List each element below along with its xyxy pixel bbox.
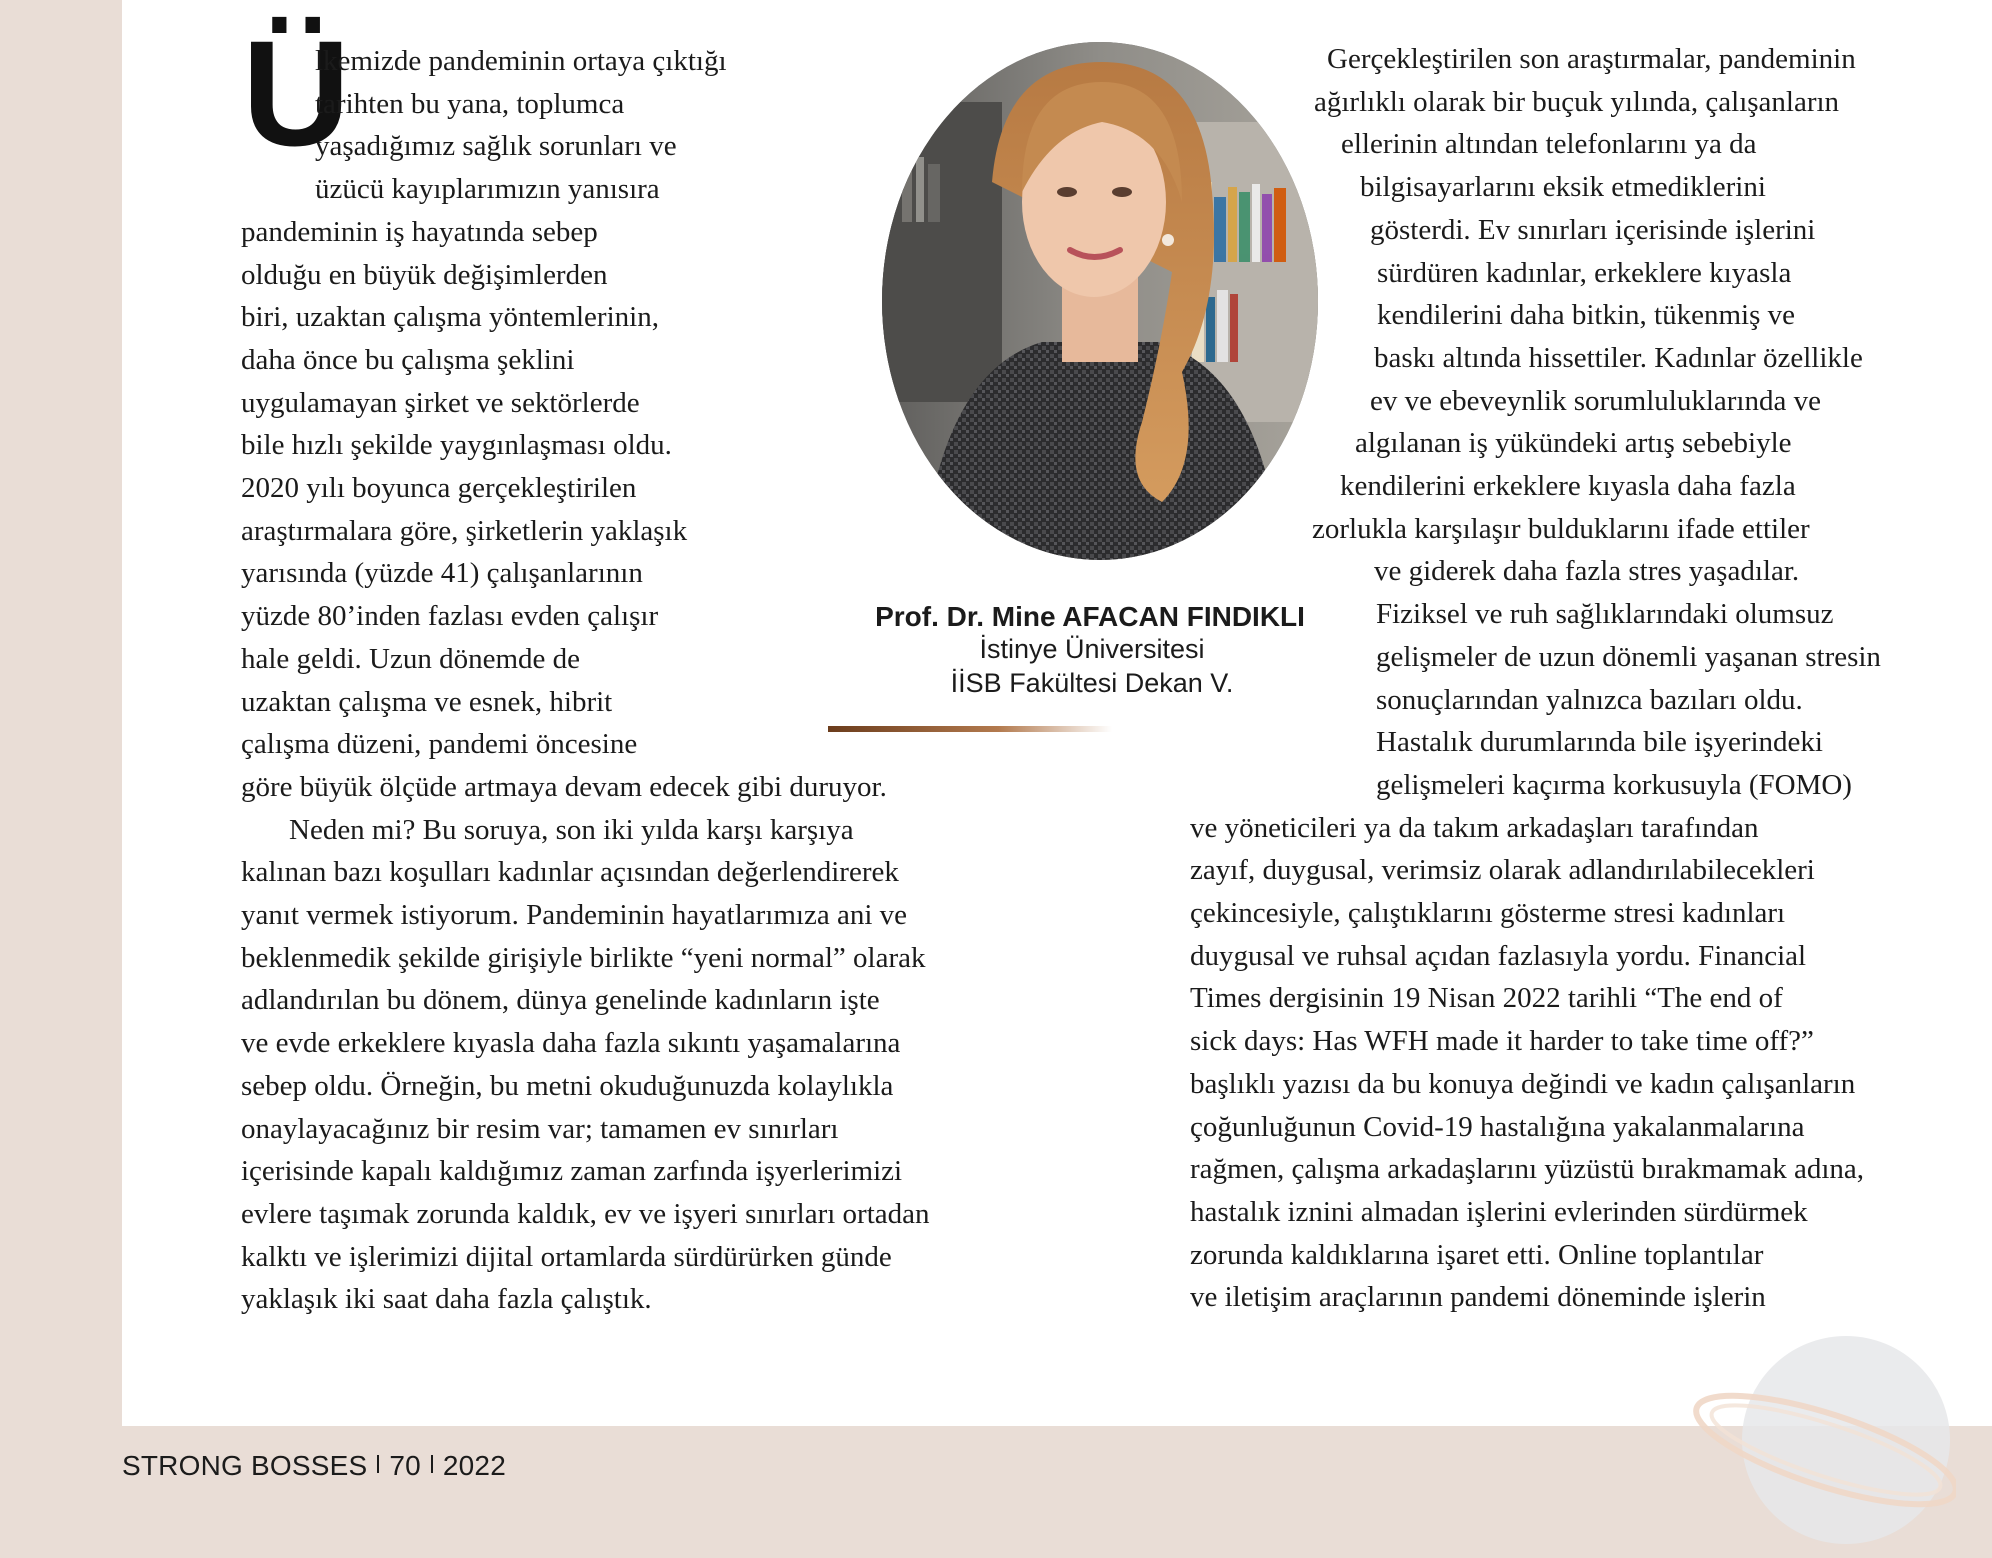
article-line: çekincesiyle, çalıştıklarını gösterme stresi kadınları [1190,897,1786,930]
article-line: bilgisayarlarını eksik etmediklerini [1360,171,1766,204]
article-line: uygulamayan şirket ve sektörlerde [241,386,640,419]
article-line: 2020 yılı boyunca gerçekleştirilen [241,472,637,505]
article-line: bile hızlı şekilde yaygınlaşması oldu. [241,429,672,462]
article-line: olduğu en büyük değişimlerden [241,258,608,291]
footer-separator [431,1455,433,1473]
article-line: ev ve ebeveynlik sorumluluklarında ve [1370,384,1821,417]
article-line: başlıklı yazısı da bu konuya değindi ve kadın çalışanların [1190,1067,1856,1100]
page-area [122,0,1992,1426]
article-line: adlandırılan bu dönem, dünya genelinde kadınların işte [241,984,880,1017]
article-line: ve evde erkeklere kıyasla daha fazla sıkıntı yaşamalarına [241,1027,901,1060]
article-line: gelişmeler de uzun dönemli yaşanan stresin [1376,640,1881,673]
article-line: yarısında (yüzde 41) çalışanlarının [241,557,643,590]
article-line: gösterdi. Ev sınırları içerisinde işlerini [1370,213,1816,246]
drop-cap: Ü [242,9,351,177]
caption-divider [828,726,1112,732]
article-line: ve yöneticileri ya da takım arkadaşları tarafından [1190,811,1759,844]
article-line: evlere taşımak zorunda kaldık, ev ve işyeri sınırları ortadan [241,1197,930,1230]
article-line: biri, uzaktan çalışma yöntemlerinin, [241,301,659,334]
article-line: içerisinde kapalı kaldığımız zaman zarfında işyerlerimizi [241,1155,903,1188]
article-line: onaylayacağınız bir resim var; tamamen ev sınırları [241,1112,839,1145]
article-line: yaklaşık iki saat daha fazla çalıştık. [241,1283,652,1316]
article-line: kalınan bazı koşulları kadınlar açısından değerlendirerek [241,856,899,889]
article-line: çalışma düzeni, pandemi öncesine [241,728,638,761]
article-line: Hastalık durumlarında bile işyerindeki [1376,726,1823,759]
article-column-right [1190,38,1881,1319]
article-line: lkemizde pandeminin ortaya çıktığı [315,45,727,77]
footer-separator [377,1455,379,1473]
article-column-left [241,40,930,1321]
article-line: ve giderek daha fazla stres yaşadılar. [1374,555,1800,588]
article-line: daha önce bu çalışma şeklini [241,343,575,376]
article-line: yüzde 80’inden fazlası evden çalışır [241,600,659,633]
article-line: ve iletişim araçlarının pandemi döneminde işlerin [1190,1281,1766,1314]
article-line: tarihten bu yana, toplumca [315,87,625,120]
article-line: ağırlıklı olarak bir buçuk yılında, çalışanların [1314,85,1840,118]
magazine-name: STRONG BOSSES [122,1450,368,1481]
author-name: Prof. Dr. Mine AFACAN FINDIKLI [875,601,1305,632]
article-line: üzücü kayıplarımızın yanısıra [315,173,660,206]
article-line: algılanan iş yükündeki artış sebebiyle [1355,427,1792,460]
article-line: araştırmalara göre, şirketlerin yaklaşık [241,514,688,547]
article-line: beklenmedik şekilde girişiyle birlikte “yeni normal” olarak [241,941,926,974]
article-line: Neden mi? Bu soruya, son iki yılda karşı karşıya [289,813,854,846]
article-line: sürdüren kadınlar, erkeklere kıyasla [1377,256,1792,289]
article-line: yanıt vermek istiyorum. Pandeminin hayatlarımıza ani ve [241,899,908,932]
article-line: hastalık iznini almadan işlerini evlerinden sürdürmek [1190,1195,1808,1228]
article-line: zayıf, duygusal, verimsiz olarak adlandırılabilecekleri [1190,854,1815,887]
article-line: ellerinin altından telefonlarını ya da [1341,128,1757,161]
article-line: kendilerini erkeklere kıyasla daha fazla [1340,470,1796,503]
page-number: 70 [389,1450,421,1481]
page-footer [122,1450,506,1482]
article-line: rağmen, çalışma arkadaşlarını yüzüstü bırakmamak adına, [1190,1153,1864,1186]
article-line: gelişmeleri kaçırma korkusuyla (FOMO) [1376,768,1852,801]
article-line: hale geldi. Uzun dönemde de [241,642,581,675]
planet-decoration-icon [1686,1320,1956,1558]
article-line: Times dergisinin 19 Nisan 2022 tarihli “The end of [1190,982,1783,1015]
article-line: kendilerini daha bitkin, tükenmiş ve [1377,299,1795,332]
article-line: zorunda kaldıklarına işaret etti. Online toplantılar [1190,1238,1764,1271]
article-line: göre büyük ölçüde artmaya devam edecek gibi duruyor. [241,770,887,803]
article-line: pandeminin iş hayatında sebep [241,215,598,248]
article-line: sebep oldu. Örneğin, bu metni okuduğunuzda kolaylıkla [241,1069,894,1102]
article-line: duygusal ve ruhsal açıdan fazlasıyla yordu. Financial [1190,939,1807,972]
article-line: yaşadığımız sağlık sorunları ve [315,130,677,163]
article-line: zorlukla karşılaşır bulduklarını ifade ettiler [1312,512,1810,545]
issue-year: 2022 [442,1450,506,1481]
article-line: baskı altında hissettiler. Kadınlar özellikle [1374,341,1863,374]
article-line: kalktı ve işlerimizi dijital ortamlarda sürdürürken günde [241,1240,892,1273]
article-line: sick days: Has WFH made it harder to take time off?” [1190,1025,1814,1058]
author-faculty: İİSB Fakültesi Dekan V. [950,668,1234,698]
article-line: çoğunluğunun Covid-19 hastalığına yakalanmalarına [1190,1110,1805,1143]
article-line: Fiziksel ve ruh sağlıklarındaki olumsuz [1376,598,1834,631]
author-university: İstinye Üniversitesi [979,634,1205,664]
article-line: sonuçlarından yalnızca bazıları oldu. [1376,683,1803,716]
article-line: Gerçekleştirilen son araştırmalar, pandeminin [1327,43,1856,75]
article-line: uzaktan çalışma ve esnek, hibrit [241,685,613,718]
